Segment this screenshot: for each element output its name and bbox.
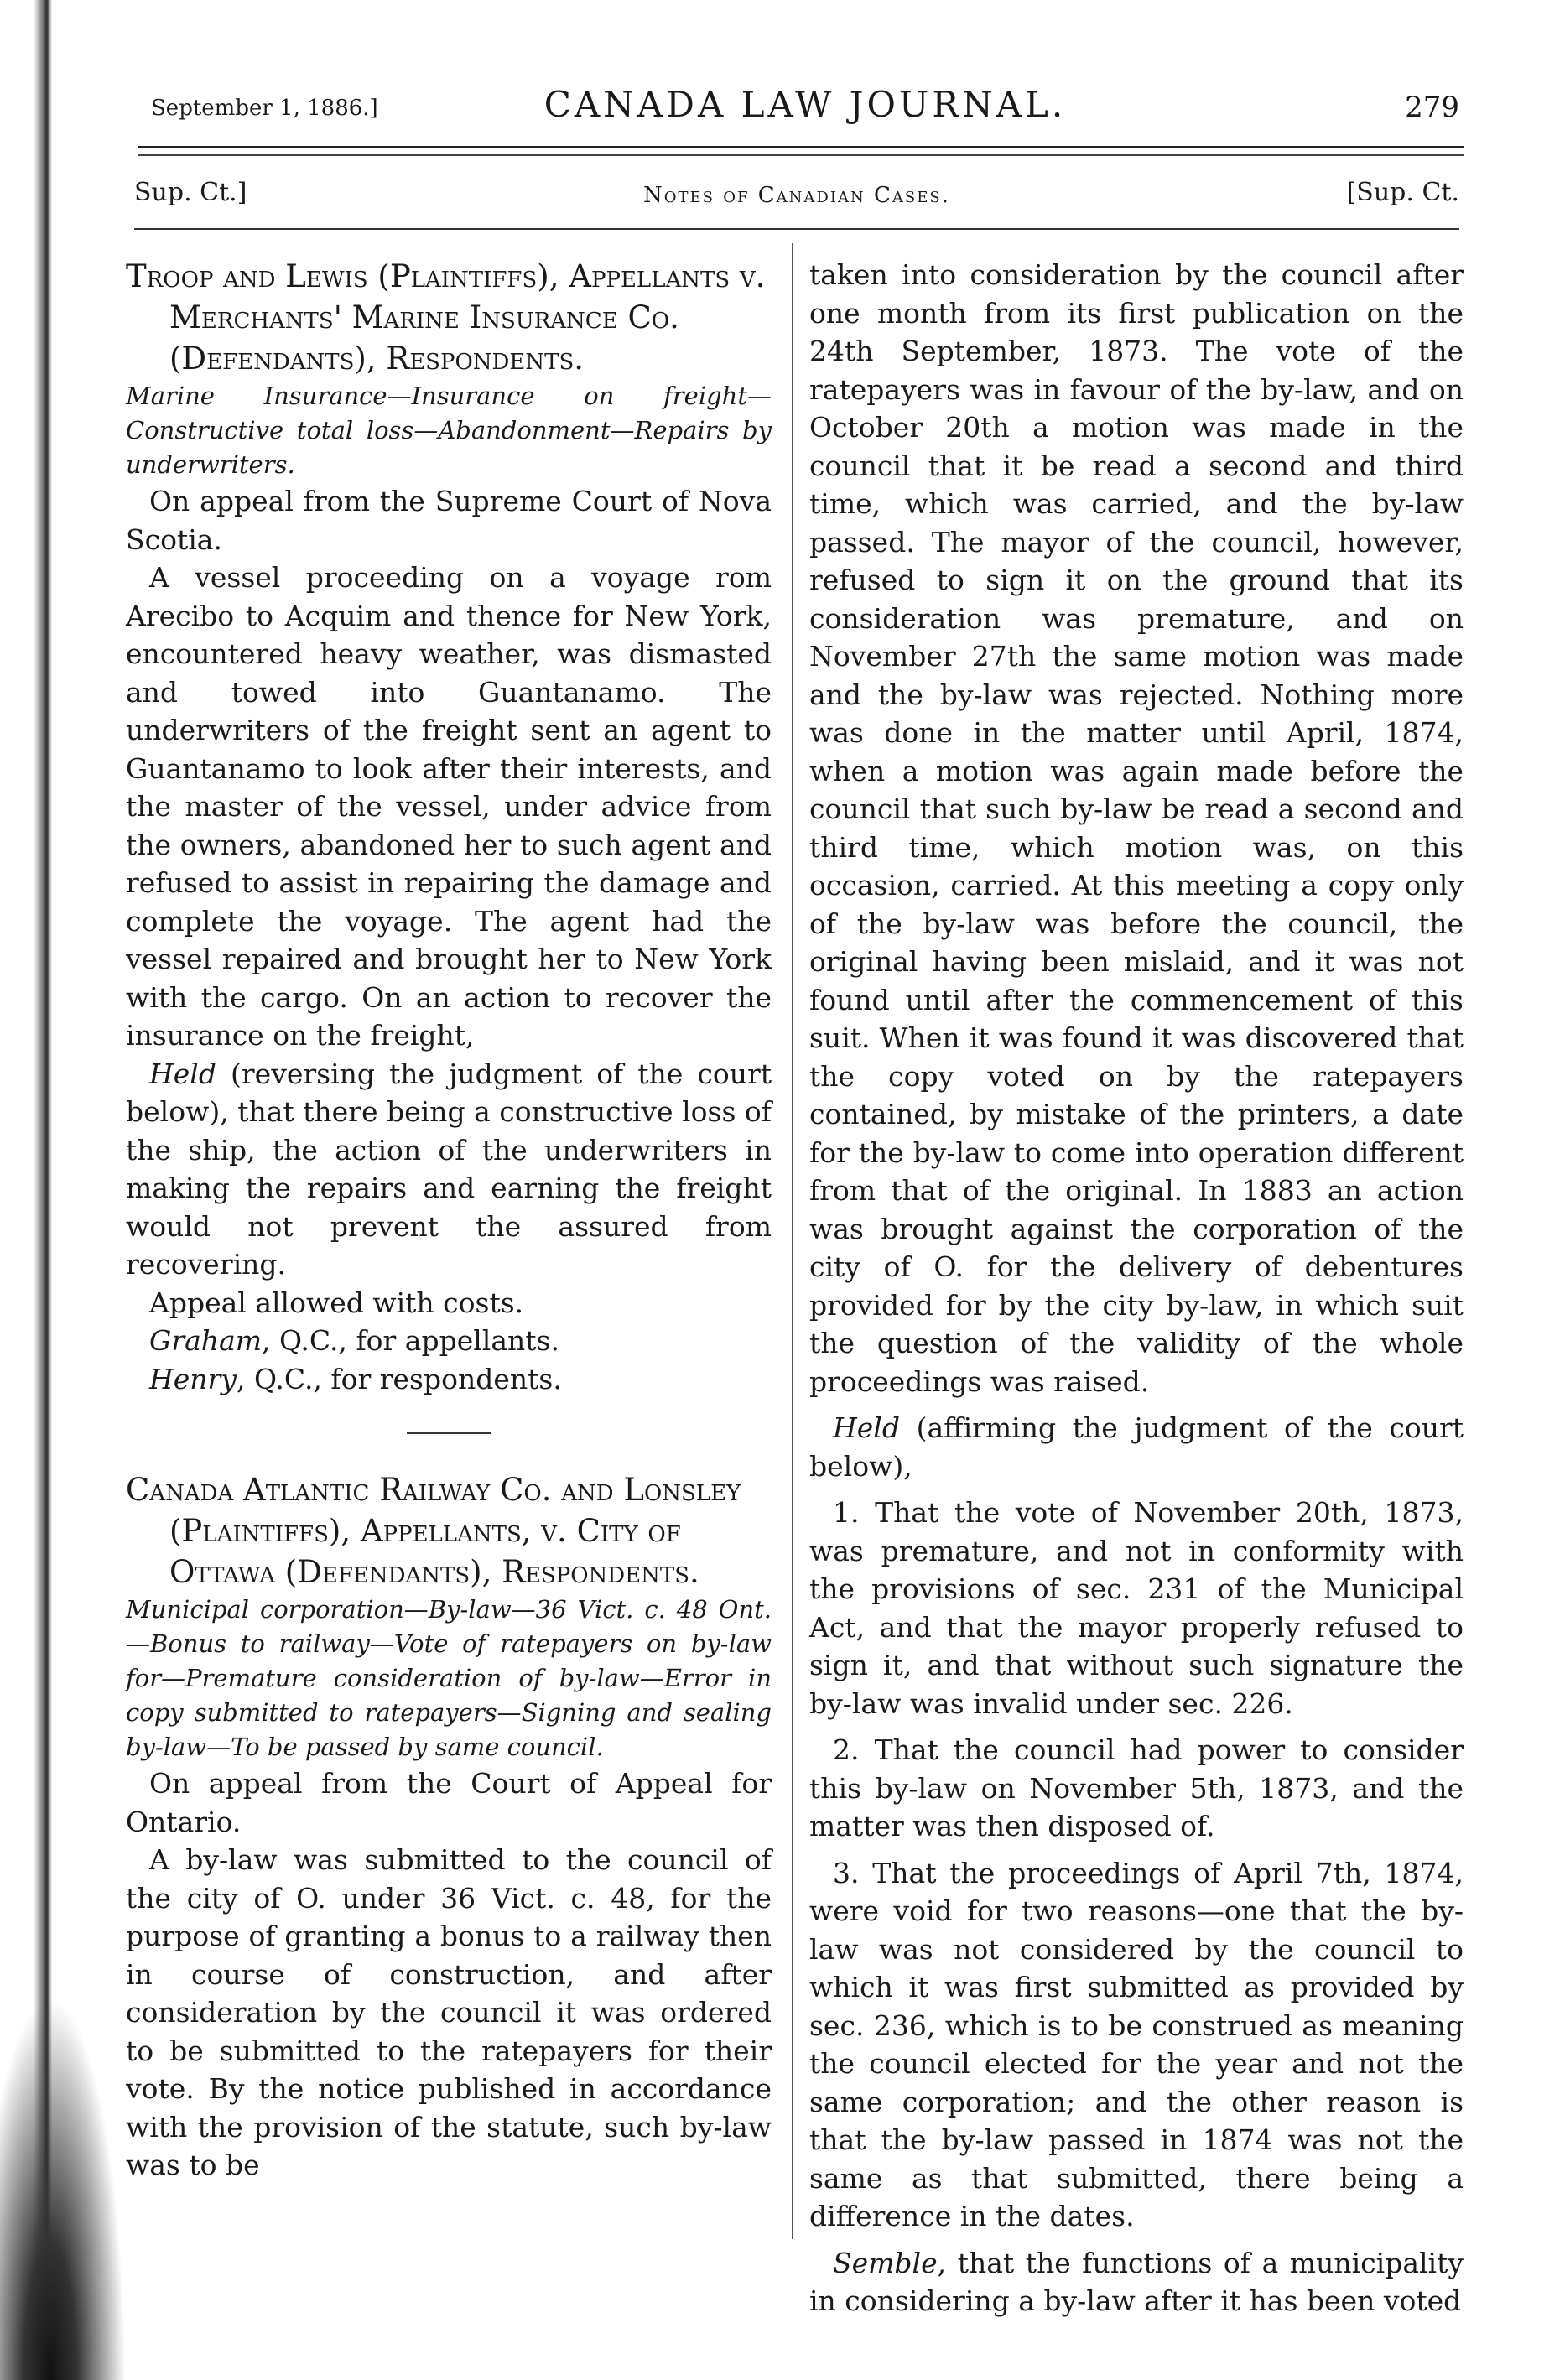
section-title: Notes of Canadian Cases. (643, 183, 950, 208)
case-title: Troop and Lewis (Plaintiffs), Appellants v. Merchants' Marine Insurance Co. (Defendants), Respondents. (126, 258, 766, 377)
counsel-line (126, 1322, 772, 1360)
journal-title: CANADA LAW JOURNAL. (543, 84, 1067, 125)
running-header (151, 84, 1459, 134)
counsel-role: , Q.C., for respondents. (236, 1362, 562, 1395)
case-paragraph: taken into consideration by the council after one month from its first publication on the 24th September, 1873. The vote of the ratepayers was in favour of the by-law, and on October 20th a motion was made in the council that it be read a second and third time, which was carried, and the by-law passed. The mayor of the council, however, refused to sign it on the ground that its consideration was premature, and on November 27th the same motion was made and the by-law was rejected. Nothing more was done in the matter until April, 1874, when a motion was again made before the council that such by-law be read a second and third time, which motion was, on this occasion, carried. At this meeting a copy only of the by-law was before the council, the original having been mislaid, and it was not found until after the commencement of this suit. When it was found it was discovered that the copy voted on by the ratepayers contained, by mistake of the printers, a date for the by-law to come into operation different from that of the original. In 1883 an action was brought against the corporation of the city of O. for the delivery of debentures provided for by the city by-law, in which suit the question of the validity of the whole proceedings was raised. (809, 258, 1464, 1398)
case-headnote: Marine Insurance—Insurance on freight—Constructive total loss—Abandonment—Repairs by underwriters. (126, 382, 772, 479)
holding-point: 3. That the proceedings of April 7th, 1874, were void for two reasons—one that the by-law was not considered by the council to which it was first submitted as provided by sec. 236, which is to be construed as meaning the council elected for the year and not the same corporation; and the other reason is that the by-law passed in 1874 was not the same as that submitted, there being a difference in the dates. (809, 1856, 1464, 2232)
header-rule (138, 146, 1464, 148)
semble-paragraph (809, 2244, 1464, 2320)
holding-text: (reversing the judgment of the court below), that there being a constructive loss of the ship, the action of the underwriters in making the repairs and earning the freight would not prevent the assured from recovering. (126, 1057, 772, 1281)
binding-shadow (0, 1996, 126, 2380)
counsel-line (126, 1360, 772, 1399)
court-label-right: [Sup. Ct. (1346, 178, 1459, 207)
case-divider (407, 1432, 491, 1434)
counsel-name: Henry (149, 1362, 237, 1395)
section-header (134, 178, 1459, 211)
held-word: Held (833, 1411, 900, 1444)
page-number: 279 (1405, 91, 1459, 124)
right-column (809, 256, 1464, 2320)
court-label-left: Sup. Ct.] (134, 178, 247, 207)
case-disposition: Appeal allowed with costs. (149, 1286, 524, 1319)
case-paragraph: A vessel proceeding on a voyage rom Arecibo to Acquim and thence for New York, encountered heavy weather, was dismasted and towed into Guantanamo. The underwriters of the freight sent an agent to Guantanamo to look after their interests, and the master of the vessel, under advice from the owners, abandoned her to such agent and refused to assist in repairing the damage and complete the voyage. The agent had the vessel repaired and brought her to New York with the cargo. On an action to recover the insurance on the freight, (126, 561, 772, 1052)
left-column (126, 256, 772, 2185)
case-headnote: Municipal corporation—By-law—36 Vict. c. 48 Ont.—Bonus to railway—Vote of ratepayers on by-law for—Premature consideration of by-law—Error in copy submitted to ratepayers—Signing and sealing by-law—To be passed by same council. (126, 1595, 772, 1761)
case-paragraph: A by-law was submitted to the council of the city of O. under 36 Vict. c. 48, for the purpose of granting a bonus to a railway then in course of construction, and after consideration by the council it was ordered to be submitted to the ratepayers for their vote. By the notice published in accordance with the provision of the statute, such by-law was to be (126, 1843, 772, 2181)
header-rule-secondary (138, 154, 1464, 156)
counsel-name: Graham (149, 1324, 263, 1357)
column-divider (792, 243, 793, 2239)
semble-text: , that the functions of a municipality in considering a by-law after it has been voted (809, 2246, 1464, 2317)
holding-point: 2. That the council had power to consider this by-law on November 5th, 1873, and the matter was then disposed of. (809, 1733, 1464, 1842)
issue-date: September 1, 1886.] (151, 96, 378, 121)
semble-word: Semble (833, 2246, 938, 2279)
section-rule (134, 228, 1459, 230)
holding-point: 1. That the vote of November 20th, 1873, was premature, and not in conformity with the provisions of sec. 231 of the Municipal Act, and that the mayor properly refused to sign it, and that without such signature the by-law was invalid under sec. 226. (809, 1496, 1464, 1720)
case-paragraph: On appeal from the Supreme Court of Nova Scotia. (126, 485, 772, 556)
counsel-role: , Q.C., for appellants. (262, 1324, 559, 1357)
case-paragraph: On appeal from the Court of Appeal for Ontario. (126, 1767, 772, 1838)
holding-paragraph (809, 1409, 1464, 1485)
holding-paragraph (126, 1055, 772, 1284)
held-word: Held (149, 1057, 216, 1090)
case-title: Canada Atlantic Railway Co. and Lonsley (Plaintiffs), Appellants, v. City of Ottawa (Defendants), Respondents. (126, 1472, 741, 1590)
holding-text: (affirming the judgment of the court below), (809, 1411, 1464, 1483)
